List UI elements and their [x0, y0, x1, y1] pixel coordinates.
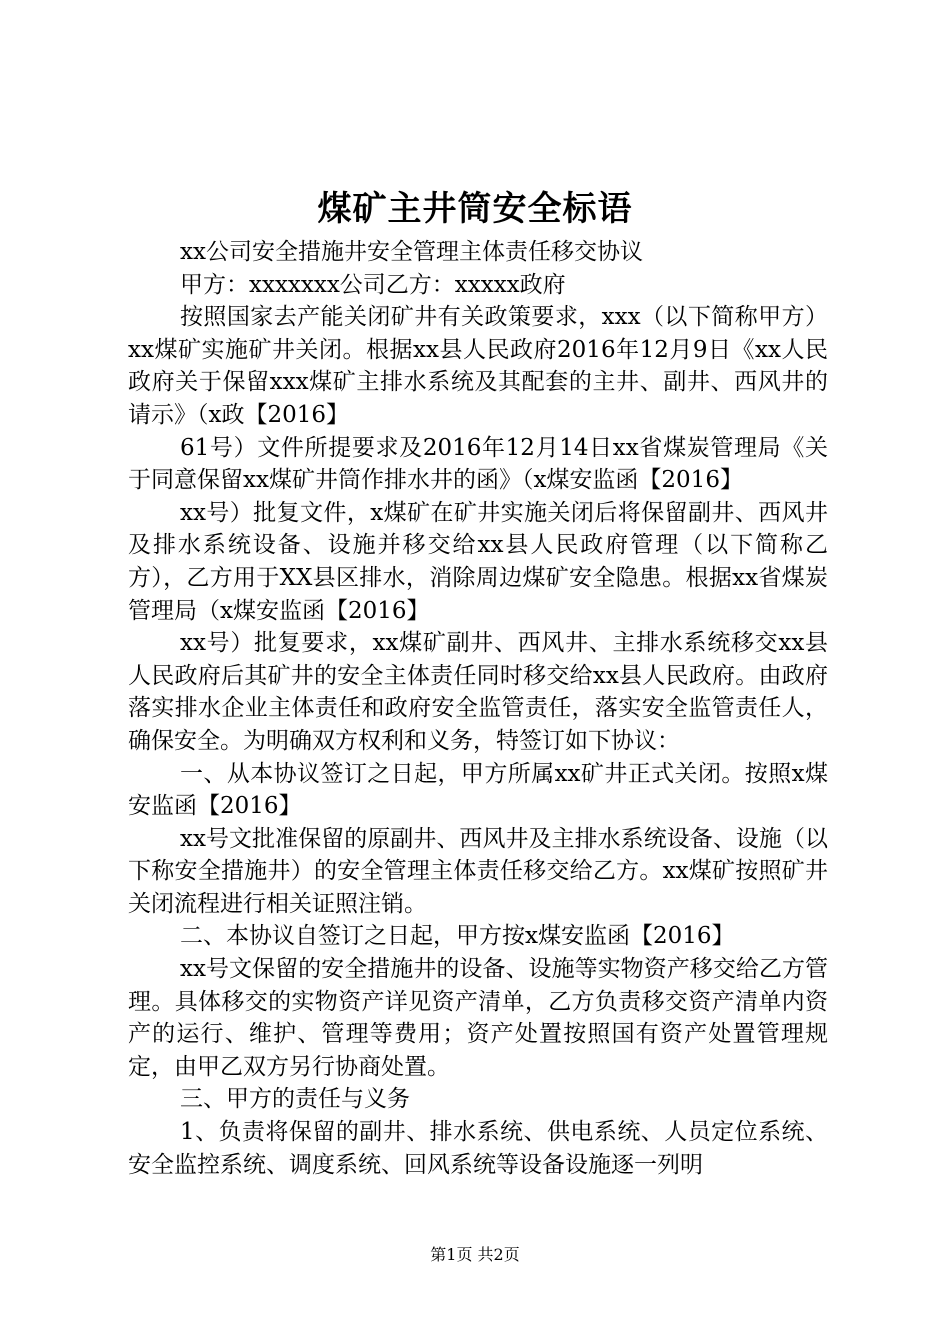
- page-number-footer: 第1页 共2页: [430, 1245, 520, 1264]
- paragraph: xx号）批复文件，x煤矿在矿井实施关闭后将保留副井、西风井及排水系统设备、设施并移交给xx县人民政府管理（以下简称乙方），乙方用于XX县区排水，消除周边煤矿安全隐患。根据xx省煤炭管理局（x煤安监函【2016】: [128, 499, 828, 624]
- paragraph: xx号文批准保留的原副井、西风井及主排水系统设备、设施（以下称安全措施井）的安全管理主体责任移交给乙方。xx煤矿按照矿井关闭流程进行相关证照注销。: [128, 825, 828, 917]
- paragraph: 二、本协议自签订之日起，甲方按x煤安监函【2016】: [180, 923, 735, 950]
- document-body: [128, 236, 828, 1181]
- paragraph: 三、甲方的责任与义务: [180, 1086, 410, 1113]
- paragraph: xx公司安全措施井安全管理主体责任移交协议: [180, 239, 643, 265]
- paragraph: 甲方：xxxxxxx公司乙方：xxxxx政府: [180, 271, 566, 298]
- paragraph: 按照国家去产能关闭矿井有关政策要求，xxx（以下简称甲方）xx煤矿实施矿井关闭。根据xx县人民政府2016年12月9日《xx人民政府关于保留xxx煤矿主排水系统及其配套的主井、副井、西风井的请示》（x政【2016】: [128, 304, 828, 428]
- paragraph: xx号文保留的安全措施井的设备、设施等实物资产移交给乙方管理。具体移交的实物资产详见资产清单，乙方负责移交资产清单内资产的运行、维护、管理等费用；资产处置按照国有资产处置管理规定，由甲乙双方另行协商处置。: [128, 956, 828, 1080]
- paragraph: 一、从本协议签订之日起，甲方所属xx矿井正式关闭。按照x煤安监函【2016】: [128, 760, 828, 820]
- paragraph: 1、负责将保留的副井、排水系统、供电系统、人员定位系统、安全监控系统、调度系统、回风系统等设备设施逐一列明: [128, 1119, 828, 1178]
- document-title: 煤矿主井筒安全标语: [317, 189, 633, 229]
- paragraph: xx号）批复要求，xx煤矿副井、西风井、主排水系统移交xx县人民政府后其矿井的安全主体责任同时移交给xx县人民政府。由政府落实排水企业主体责任和政府安全监管责任，落实安全监管责任人，确保安全。为明确双方权利和义务，特签订如下协议：: [128, 630, 828, 754]
- paragraph: 61号）文件所提要求及2016年12月14日xx省煤炭管理局《关于同意保留xx煤矿井筒作排水井的函》（x煤安监函【2016】: [128, 434, 828, 494]
